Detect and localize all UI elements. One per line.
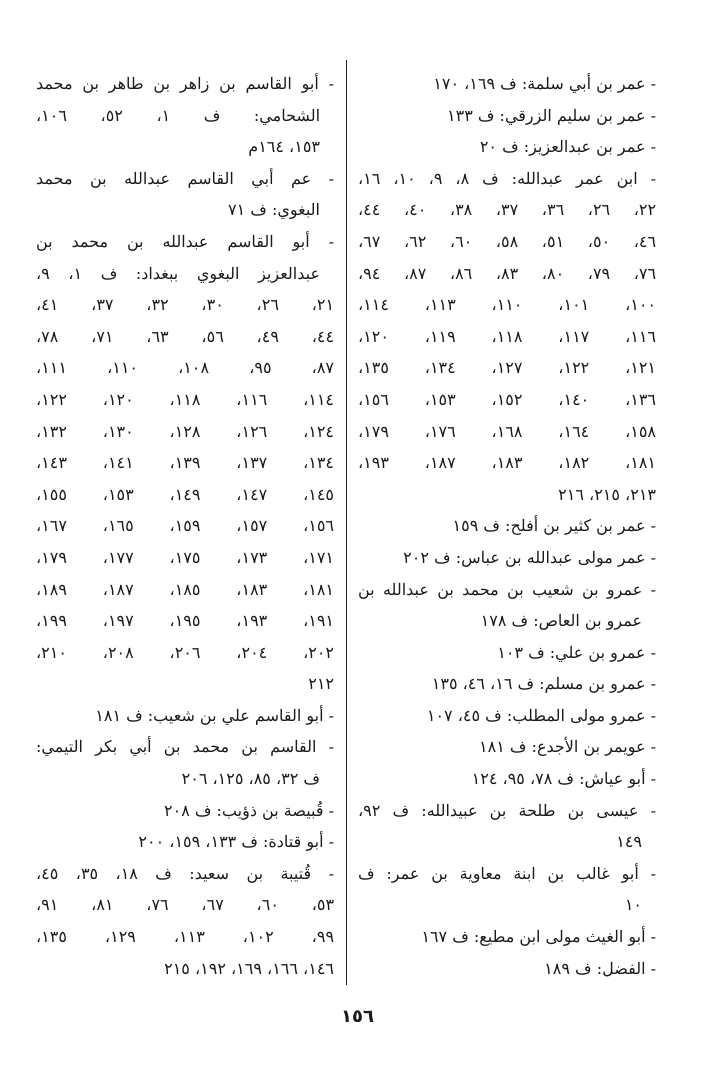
index-line: ٤٤، ٤٩، ٥٦، ٦٣، ٧١، ٧٨، [36, 326, 334, 346]
index-line: ١٧١، ١٧٣، ١٧٥، ١٧٧، ١٧٩، [36, 547, 334, 567]
index-line: - عمر بن أبي سلمة: ف ١٦٩، ١٧٠ [433, 74, 656, 93]
index-line: - عيسى بن طلحة بن عبيدالله: ف ٩٢، [358, 800, 656, 820]
index-line: - قُبيصة بن ذؤيب: ف ٢٠٨ [164, 800, 334, 820]
index-line: ١٥٣، ١٦٤م [248, 137, 320, 157]
index-line: ١٢٤، ١٢٦، ١٢٨، ١٣٠، ١٣٢، [36, 421, 334, 441]
index-line: عبدالعزيز البغوي ببغداد: ف ١، ٩، [36, 263, 321, 283]
index-line: ١٣٤، ١٣٧، ١٣٩، ١٤١، ١٤٣، [36, 453, 334, 473]
index-line: - عم أبي القاسم عبدالله بن محمد [36, 168, 334, 188]
index-line: ٢١، ٢٦، ٣٠، ٣٢، ٣٧، ٤١، [36, 295, 334, 315]
index-line: - الفضل: ف ١٨٩ [544, 958, 656, 978]
index-line: ١٠٠، ١٠١، ١١٠، ١١٣، ١١٤، [358, 295, 656, 315]
index-line: ١٨١، ١٨٢، ١٨٣، ١٨٧، ١٩٣، [358, 453, 656, 473]
index-column-right [358, 68, 656, 984]
index-line: ١٣٦، ١٤٠، ١٥٢، ١٥٣، ١٥٦، [358, 389, 656, 409]
column-divider [346, 60, 347, 985]
index-line: - أبو القاسم علي بن شعيب: ف ١٨١ [95, 705, 334, 725]
page-number: ١٥٦ [341, 1006, 374, 1027]
index-line: ١٨١، ١٨٣، ١٨٥، ١٨٧، ١٨٩، [36, 579, 334, 599]
index-line: عمرو بن العاص: ف ١٧٨ [480, 611, 642, 631]
index-line: ٤٦، ٥٠، ٥١، ٥٨، ٦٠، ٦٢، ٦٧، [358, 231, 656, 251]
index-line: ١١٦، ١١٧، ١١٨، ١١٩، ١٢٠، [358, 326, 656, 346]
index-line: ٢١٢ [308, 674, 334, 694]
index-line: - عمر بن سليم الزرقي: ف ١٣٣ [447, 105, 656, 125]
index-line: ٢١٣، ٢١٥، ٢١٦ [558, 484, 656, 504]
index-line: ٧٦، ٧٩، ٨٠، ٨٣، ٨٦، ٨٧، ٩٤، [358, 263, 656, 283]
index-line: ٩٩، ١٠٢، ١١٣، ١٢٩، ١٣٥، [36, 927, 334, 947]
index-line: ١١٤، ١١٦، ١١٨، ١٢٠، ١٢٢، [36, 389, 334, 409]
index-line: - عويمر بن الأجدع: ف ١٨١ [479, 737, 656, 757]
index-line: - أبو القاسم بن زاهر بن طاهر بن محمد [36, 74, 334, 93]
index-line: الشحامي: ف ١، ٥٢، ١٠٦، [36, 105, 321, 125]
index-line: ١٢١، ١٢٢، ١٢٧، ١٣٤، ١٣٥، [358, 358, 656, 378]
index-line: - أبو القاسم عبدالله بن محمد بن [36, 231, 334, 251]
index-line: ١٠ [624, 895, 642, 915]
index-line: ف ٣٢، ٨٥، ١٢٥، ٢٠٦ [181, 769, 320, 789]
index-line: - عمرو مولى المطلب: ف ٤٥، ١٠٧ [426, 705, 656, 725]
index-line: - عمرو بن علي: ف ١٠٣ [497, 642, 656, 662]
index-line: - عمر بن عبدالعزيز: ف ٢٠ [479, 137, 656, 157]
index-line: - ابن عمر عبدالله: ف ٨، ٩، ١٠، ١٦، [358, 168, 656, 188]
index-line: ١٤٩ [616, 832, 642, 852]
index-line: - القاسم بن محمد بن أبي بكر التيمي: [36, 737, 334, 757]
index-line: البغوي: ف ٧١ [228, 200, 320, 220]
index-line: - أبو الغيث مولى ابن مطيع: ف ١٦٧ [421, 927, 656, 947]
index-line: ١٤٦، ١٦٦، ١٦٩، ١٩٢، ٢١٥ [164, 958, 334, 978]
index-line: - أبو عياش: ف ٧٨، ٩٥، ١٢٤ [471, 769, 656, 789]
index-line: ٢٢، ٢٦، ٣٦، ٣٧، ٣٨، ٤٠، ٤٤، [358, 200, 656, 220]
index-line: ١٤٥، ١٤٧، ١٤٩، ١٥٣، ١٥٥، [36, 484, 334, 504]
index-line: - أبو غالب بن ابنة معاوية بن عمر: ف [358, 863, 656, 883]
index-line: ٥٣، ٦٠، ٦٧، ٧٦، ٨١، ٩١، [36, 895, 334, 915]
index-line: ١٥٦، ١٥٧، ١٥٩، ١٦٥، ١٦٧، [36, 516, 334, 536]
index-line: - عمرو بن مسلم: ف ١٦، ٤٦، ١٣٥ [431, 674, 656, 694]
index-column-left [36, 68, 334, 984]
index-line: - عمر بن كثير بن أفلح: ف ١٥٩ [452, 516, 656, 536]
index-line: - قُتيبة بن سعيد: ف ١٨، ٣٥، ٤٥، [36, 863, 334, 883]
index-line: - عمرو بن شعيب بن محمد بن عبدالله بن [358, 579, 656, 599]
index-line: - أبو قتادة: ف ١٣٣، ١٥٩، ٢٠٠ [138, 832, 334, 852]
index-line: ٨٧، ٩٥، ١٠٨، ١١٠، ١١١، [36, 358, 334, 378]
index-line: ٢٠٢، ٢٠٤، ٢٠٦، ٢٠٨، ٢١٠، [36, 642, 334, 662]
index-line: - عمر مولى عبدالله بن عباس: ف ٢٠٢ [403, 547, 656, 567]
index-line: ١٩١، ١٩٣، ١٩٥، ١٩٧، ١٩٩، [36, 611, 334, 631]
index-line: ١٥٨، ١٦٤، ١٦٨، ١٧٦، ١٧٩، [358, 421, 656, 441]
